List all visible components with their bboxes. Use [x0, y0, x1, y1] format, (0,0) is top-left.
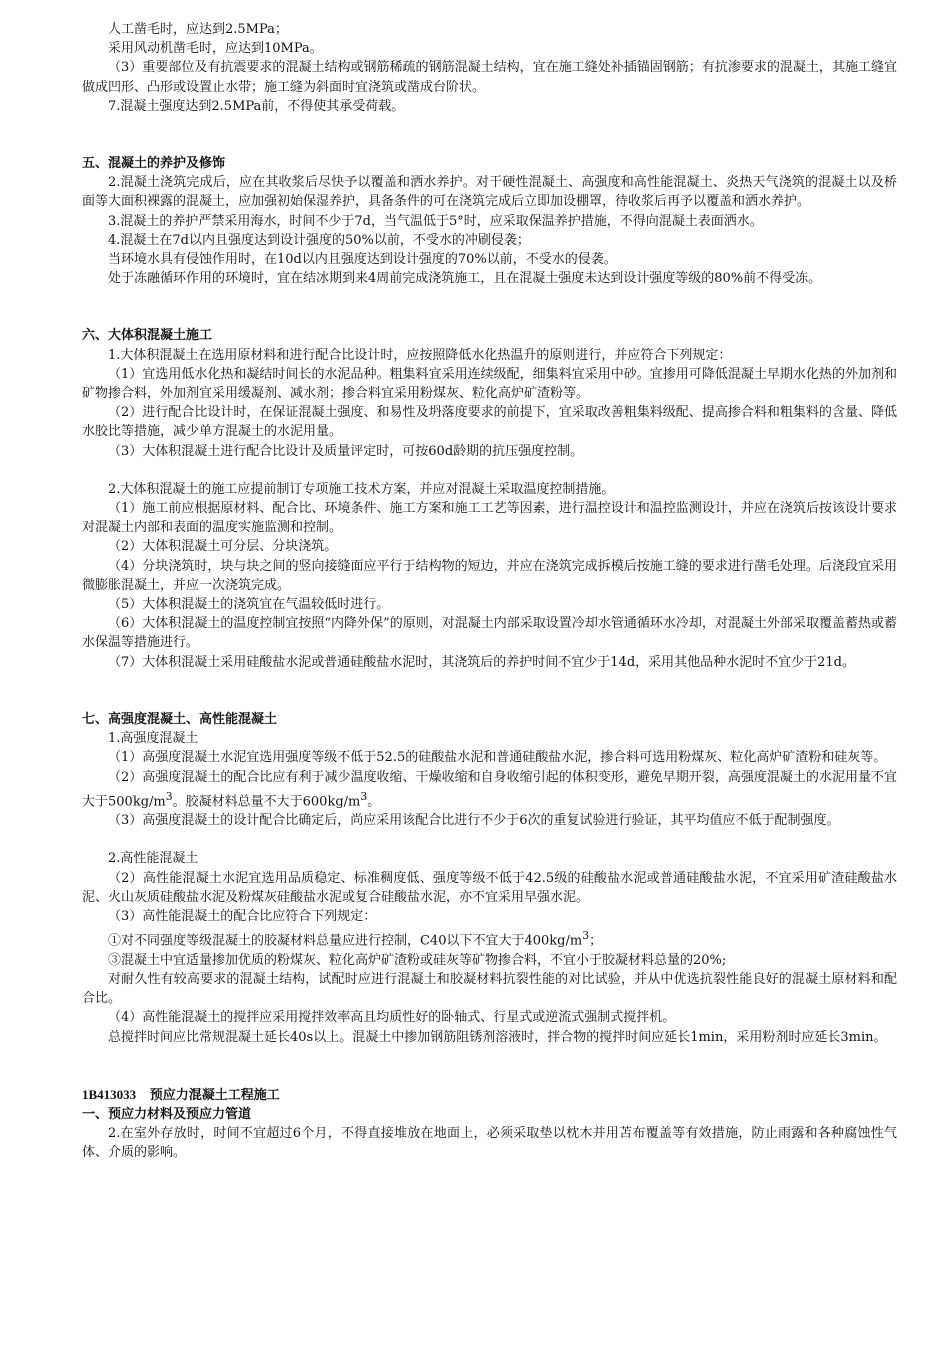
- spacer: [82, 116, 897, 154]
- paragraph: （3）大体积混凝土进行配合比设计及质量评定时，可按60d龄期的抗压强度控制。: [108, 443, 584, 459]
- paragraph: [82, 768, 897, 812]
- section-code-heading: [82, 1085, 897, 1105]
- paragraph: （7）大体积混凝土采用硅酸盐水泥或普通硅酸盐水泥时，其浇筑后的养护时间不宜少于14d，采用其他品种水泥时不宜少于21d。: [108, 654, 855, 670]
- paragraph: 1.大体积混凝土在选用原材料和进行配合比设计时，应按照降低水化热温升的原则进行，并应符合下列规定：: [108, 347, 732, 363]
- paragraph: （4）高性能混凝土的搅拌应采用搅拌效率高且均质性好的卧轴式、行星式或逆流式强制式搅拌机。: [108, 1010, 676, 1026]
- spacer: [82, 672, 897, 710]
- text-run: （2）高强度混凝土的配合比应有利于减少温度收缩、干燥收缩和自身收缩引起的体积变形，避免早期开裂，高强度混凝土的水泥用量不宜大于500kg/m: [82, 769, 897, 810]
- subsection-heading: 一、预应力材料及预应力管道: [82, 1107, 252, 1122]
- paragraph: （2）高性能混凝土水泥宜选用品质稳定、标准稠度低、强度等级不低于42.5级的硅酸盐水泥或普通硅酸盐水泥，不宜采用矿渣硅酸盐水泥、火山灰质硅酸盐水泥及粉煤灰硅酸盐水泥或复合硅酸盐水泥，亦不宜采用早强水泥。: [82, 870, 897, 905]
- section-heading-6: 六、大体积混凝土施工: [82, 328, 213, 344]
- paragraph: [82, 926, 897, 951]
- paragraph: 3.混凝土的养护严禁采用海水，时间不少于7d，当气温低于5°时，应采取保温养护措施，不得向混凝土表面洒水。: [108, 213, 763, 229]
- section-code-title: 预应力混凝土工程施工: [149, 1087, 280, 1103]
- text-run: 。: [367, 794, 381, 810]
- paragraph: 2.大体积混凝土的施工应提前制订专项施工技术方案，并应对混凝土采取温度控制措施。: [108, 481, 615, 497]
- paragraph: （1）宜选用低水化热和凝结时间长的水泥品种。粗集料宜采用连续级配，细集料宜采用中砂。宜掺用可降低混凝土早期水化热的外加剂和矿物掺合料，外加剂宜采用缓凝剂、减水剂；掺合料宜采用粉煤灰、粒化高炉矿渣粉等。: [82, 366, 897, 402]
- paragraph: （6）大体积混凝土的温度控制宜按照“内降外保”的原则，对混凝土内部采取设置冷却水管通循环水冷却，对混凝土外部采取覆盖蓄热或蓄水保温等措施进行。: [82, 616, 897, 651]
- document-page: [82, 20, 897, 1163]
- superscript: 3: [582, 929, 590, 943]
- paragraph: 总搅拌时间应比常规混凝土延长40s以上。混凝土中掺加钢筋阻锈剂溶液时，拌合物的搅拌时间应延长1min，采用粉剂时应延长3min。: [108, 1029, 887, 1045]
- paragraph: （3）高强度混凝土的设计配合比确定后，尚应采用该配合比进行不少于6次的重复试验进行验证，其平均值应不低于配制强度。: [108, 813, 840, 829]
- paragraph: 1.高强度混凝土: [108, 731, 199, 747]
- text-run: ；: [589, 933, 603, 949]
- paragraph: （4）分块浇筑时，块与块之间的竖向接缝面应平行于结构物的短边，并应在浇筑完成拆模后按施工缝的要求进行凿毛处理。后浇段宜采用微膨胀混凝土，并应一次浇筑完成。: [82, 558, 897, 593]
- spacer: [82, 1047, 897, 1085]
- paragraph: （1）高强度混凝土水泥宜选用强度等级不低于52.5的硅酸盐水泥和普通硅酸盐水泥，掺合料可选用粉煤灰、粒化高炉矿渣粉和硅灰等。: [108, 750, 887, 766]
- superscript: 3: [360, 789, 368, 803]
- section-heading-5: 五、混凝土的养护及修饰: [82, 156, 226, 172]
- paragraph: 2.在室外存放时，时间不宜超过6个月，不得直接堆放在地面上，必须采取垫以枕木并用苫布覆盖等有效措施，防止雨露和各种腐蚀性气体、介质的影响。: [82, 1126, 897, 1161]
- paragraph: 2.高性能混凝土: [108, 851, 199, 867]
- superscript: 3: [165, 789, 173, 803]
- section-code: 1B413033: [82, 1086, 137, 1102]
- paragraph: 对耐久性有较高要求的混凝土结构，试配时应进行混凝土和胶凝材料抗裂性能的对比试验，并从中优选抗裂性能良好的混凝土原材料和配合比。: [82, 971, 897, 1007]
- paragraph: 处于冻融循环作用的环境时，宜在结冰期到来4周前完成浇筑施工，且在混凝土强度未达到设计强度等级的80%前不得受冻。: [108, 271, 822, 287]
- paragraph: 4.混凝土在7d以内且强度达到设计强度的50%以前，不受水的冲刷侵袭；: [108, 232, 530, 248]
- paragraph: 采用风动机凿毛时，应达到10MPa。: [108, 41, 323, 57]
- spacer: [82, 830, 897, 849]
- paragraph: 2.混凝土浇筑完成后，应在其收浆后尽快予以覆盖和洒水养护。对干硬性混凝土、高强度和高性能混凝土、炎热天气浇筑的混凝土以及桥面等大面积裸露的混凝土，应加强初始保湿养护，具备条件的可在浇筑完成后立即加设棚罩，待收浆后再予以覆盖和洒水养护。: [82, 175, 897, 210]
- spacer: [82, 288, 897, 326]
- spacer: [82, 461, 897, 480]
- paragraph: ③混凝土中宜适量掺加优质的粉煤灰、粒化高炉矿渣粉或硅灰等矿物掺合料，不宜小于胶凝材料总量的20%;: [108, 952, 727, 968]
- text-run: 。胶凝材料总量不大于600kg/m: [172, 794, 361, 810]
- text-run: ①对不同强度等级混凝土的胶凝材料总量应进行控制，C40以下不宜大于400kg/m: [108, 933, 583, 949]
- paragraph: 7.混凝土强度达到2.5MPa前，不得使其承受荷载。: [108, 98, 405, 114]
- section-heading-7: 七、高强度混凝土、高性能混凝土: [82, 711, 278, 727]
- paragraph: （2）大体积混凝土可分层、分块浇筑。: [108, 539, 338, 555]
- paragraph: （1）施工前应根据原材料、配合比、环境条件、施工方案和施工工艺等因素，进行温控设计和温控监测设计，并应在浇筑后按该设计要求对混凝土内部和表面的温度实施监测和控制。: [82, 501, 897, 536]
- paragraph: （2）进行配合比设计时，在保证混凝土强度、和易性及坍落度要求的前提下，宜采取改善粗集料级配、提高掺合料和粗集料的含量、降低水胶比等措施，减少单方混凝土的水泥用量。: [82, 405, 897, 440]
- paragraph: （5）大体积混凝土的浇筑宜在气温较低时进行。: [108, 597, 390, 613]
- paragraph: （3）高性能混凝土的配合比应符合下列规定：: [108, 909, 377, 925]
- paragraph: 当环境水具有侵蚀作用时，在10d以内且强度达到设计强度的70%以前，不受水的侵袭。: [108, 252, 617, 268]
- paragraph: （3）重要部位及有抗震要求的混凝土结构或钢筋稀疏的钢筋混凝土结构，宜在施工缝处补插锚固钢筋；有抗渗要求的混凝土，其施工缝宜做成凹形、凸形或设置止水带；施工缝为斜面时宜浇筑或凿成台阶状。: [82, 60, 897, 95]
- paragraph: 人工凿毛时，应达到2.5MPa；: [108, 22, 288, 37]
